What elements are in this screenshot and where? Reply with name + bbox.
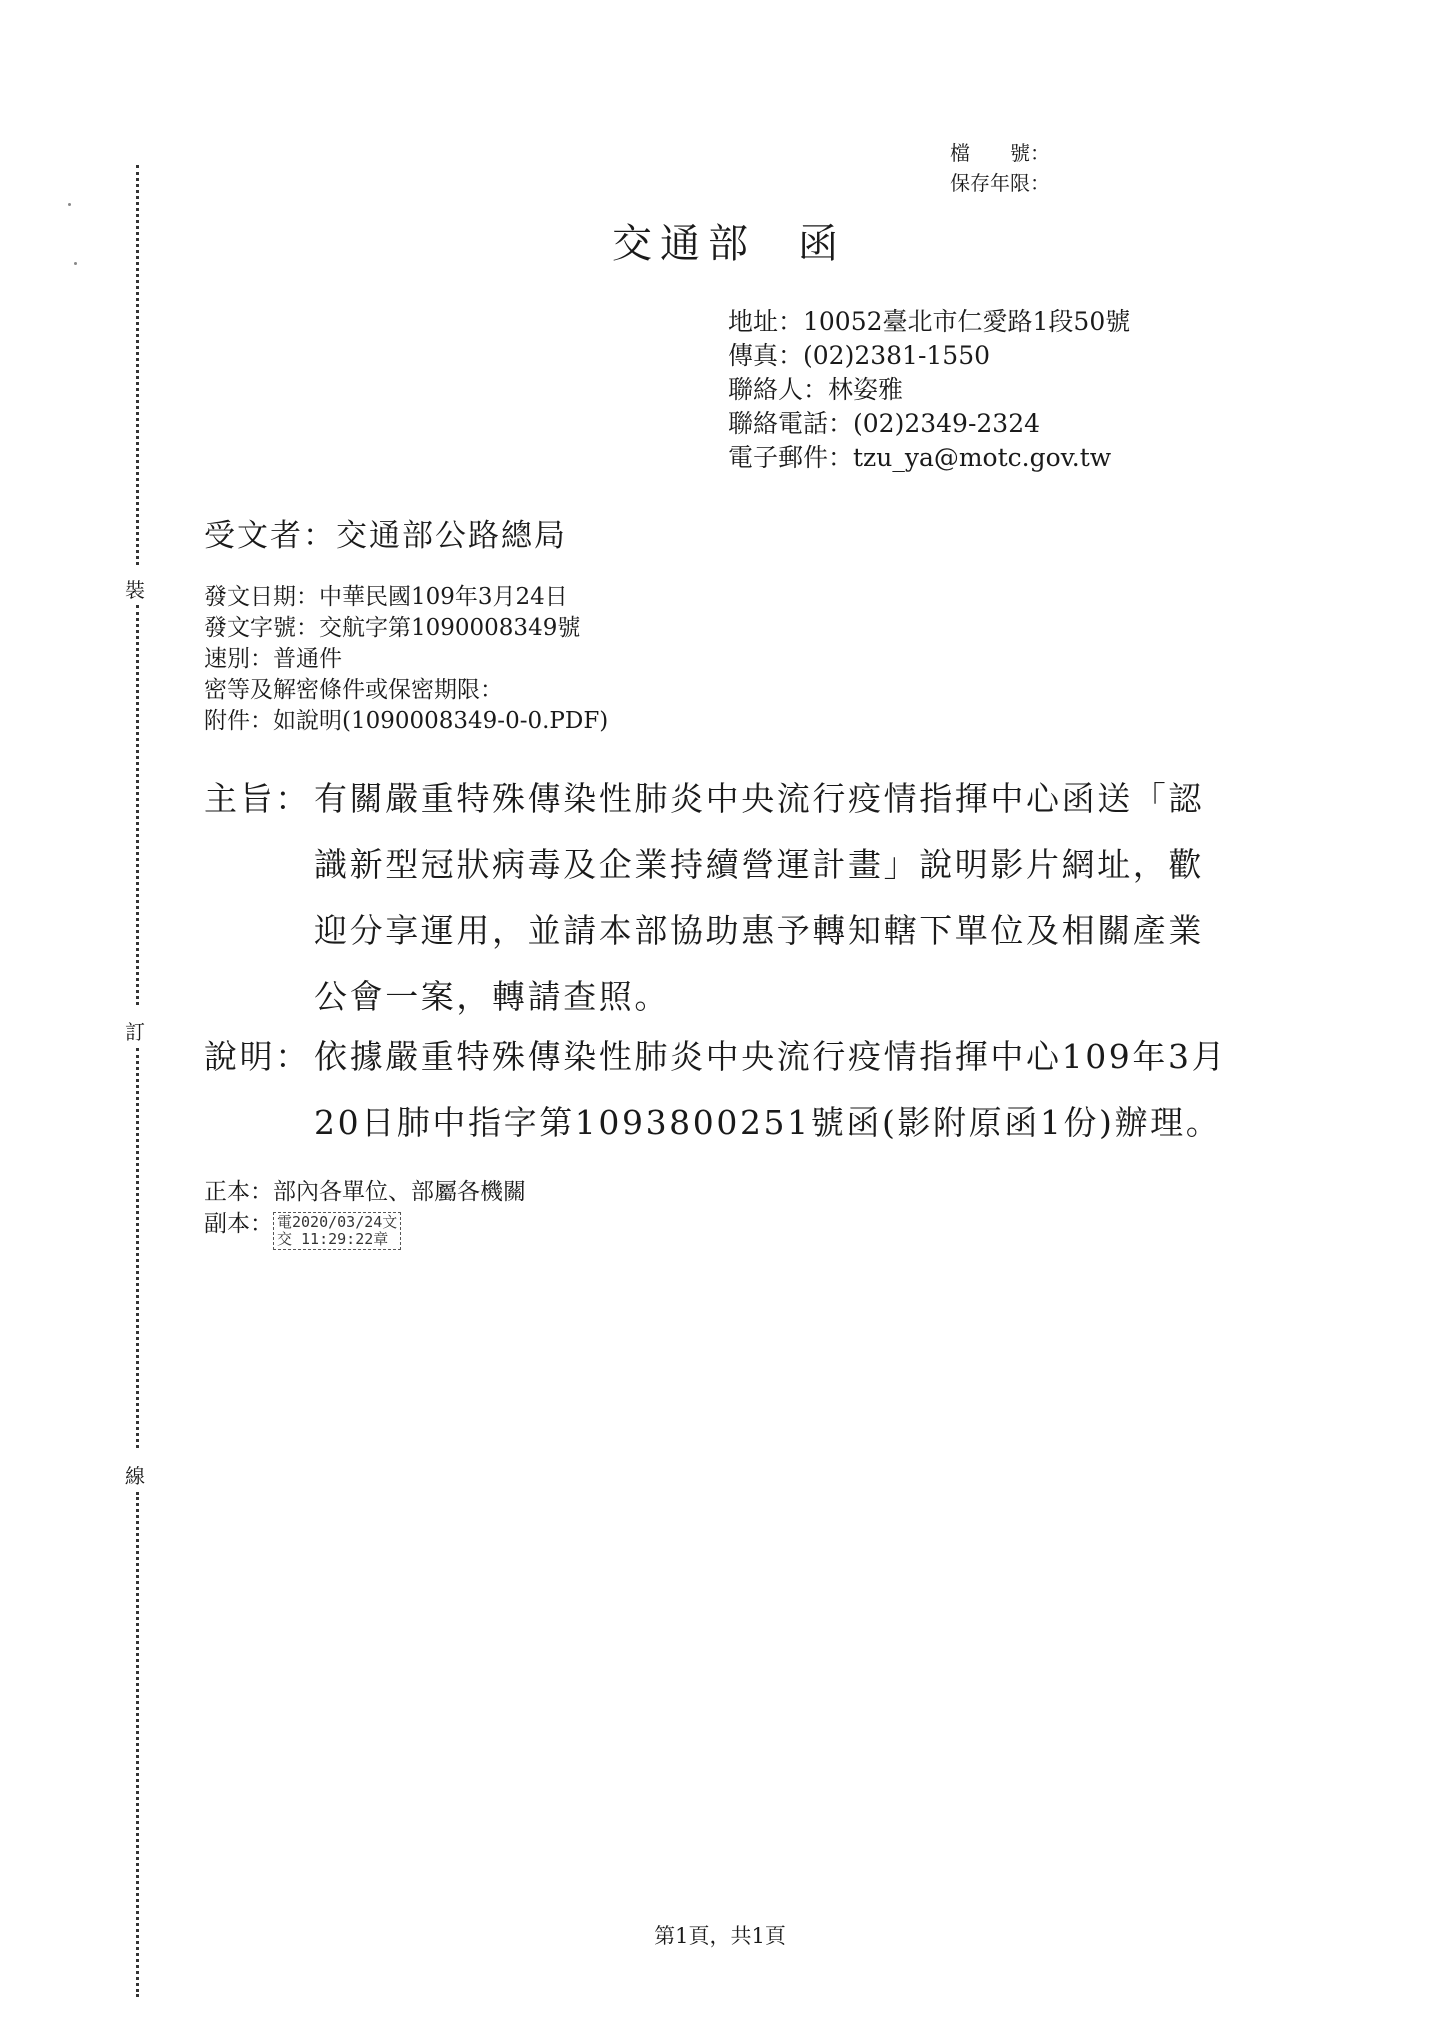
secrecy-level: 密等及解密條件或保密期限： [204, 677, 503, 703]
scan-speck [68, 203, 71, 206]
subject-line: 識新型冠狀病毒及企業持續營運計畫」說明影片網址，歡 [314, 845, 1204, 884]
distribution-block [204, 1176, 526, 1250]
contact-block [728, 305, 1130, 475]
delivery-speed: 速別：普通件 [204, 646, 342, 672]
contact-fax: 傳真：(02)2381-1550 [728, 341, 991, 370]
binding-line-lower [136, 1048, 139, 1448]
binding-line-top [136, 165, 139, 565]
retention-period: 保存年限： [950, 171, 1050, 195]
binding-mark-zhuang: 裝 [125, 578, 145, 602]
stamp-line: 交 11:29:22章 [277, 1230, 389, 1248]
explanation-section [204, 1024, 1227, 1156]
subject-section [204, 766, 1204, 1030]
copy-label: 副本： [204, 1211, 273, 1237]
issuing-agency: 交通部 [612, 221, 756, 267]
binding-line-mid [136, 605, 139, 1005]
contact-address: 地址：10052臺北市仁愛路1段50號 [728, 307, 1131, 336]
subject-line: 迎分享運用，並請本部協助惠予轉知轄下單位及相關產業 [314, 911, 1204, 950]
document-title [612, 212, 846, 269]
contact-phone: 聯絡電話：(02)2349-2324 [728, 409, 1041, 438]
document-type: 函 [798, 221, 846, 267]
attachment: 附件：如說明(1090008349-0-0.PDF) [204, 708, 609, 734]
explanation-line: 依據嚴重特殊傳染性肺炎中央流行疫情指揮中心109年3月 [314, 1037, 1228, 1076]
explanation-label: 說明： [204, 1037, 311, 1076]
recipient: 受文者：交通部公路總局 [204, 518, 567, 554]
file-metadata [950, 138, 1050, 198]
issue-date: 發文日期：中華民國109年3月24日 [204, 584, 568, 610]
page-number: 第1頁，共1頁 [654, 1924, 786, 1948]
electronic-seal-stamp [273, 1212, 401, 1250]
scan-speck [74, 262, 77, 265]
document-number: 發文字號：交航字第1090008349號 [204, 615, 581, 641]
file-number: 檔 號： [950, 141, 1050, 165]
contact-person: 聯絡人：林姿雅 [728, 375, 904, 404]
contact-email: 電子郵件：tzu_ya@motc.gov.tw [728, 443, 1112, 472]
explanation-line: 20日肺中指字第1093800251號函(影附原函1份)辦理。 [314, 1103, 1222, 1142]
stamp-line: 電2020/03/24文 [277, 1213, 398, 1231]
subject-line: 有關嚴重特殊傳染性肺炎中央流行疫情指揮中心函送「認 [314, 779, 1204, 818]
binding-mark-ding: 訂 [125, 1020, 145, 1044]
document-meta [204, 582, 608, 737]
original-recipients: 正本：部內各單位、部屬各機關 [204, 1179, 526, 1205]
subject-label: 主旨： [204, 779, 311, 818]
subject-line: 公會一案，轉請查照。 [314, 977, 670, 1016]
binding-mark-xian: 線 [125, 1464, 145, 1488]
